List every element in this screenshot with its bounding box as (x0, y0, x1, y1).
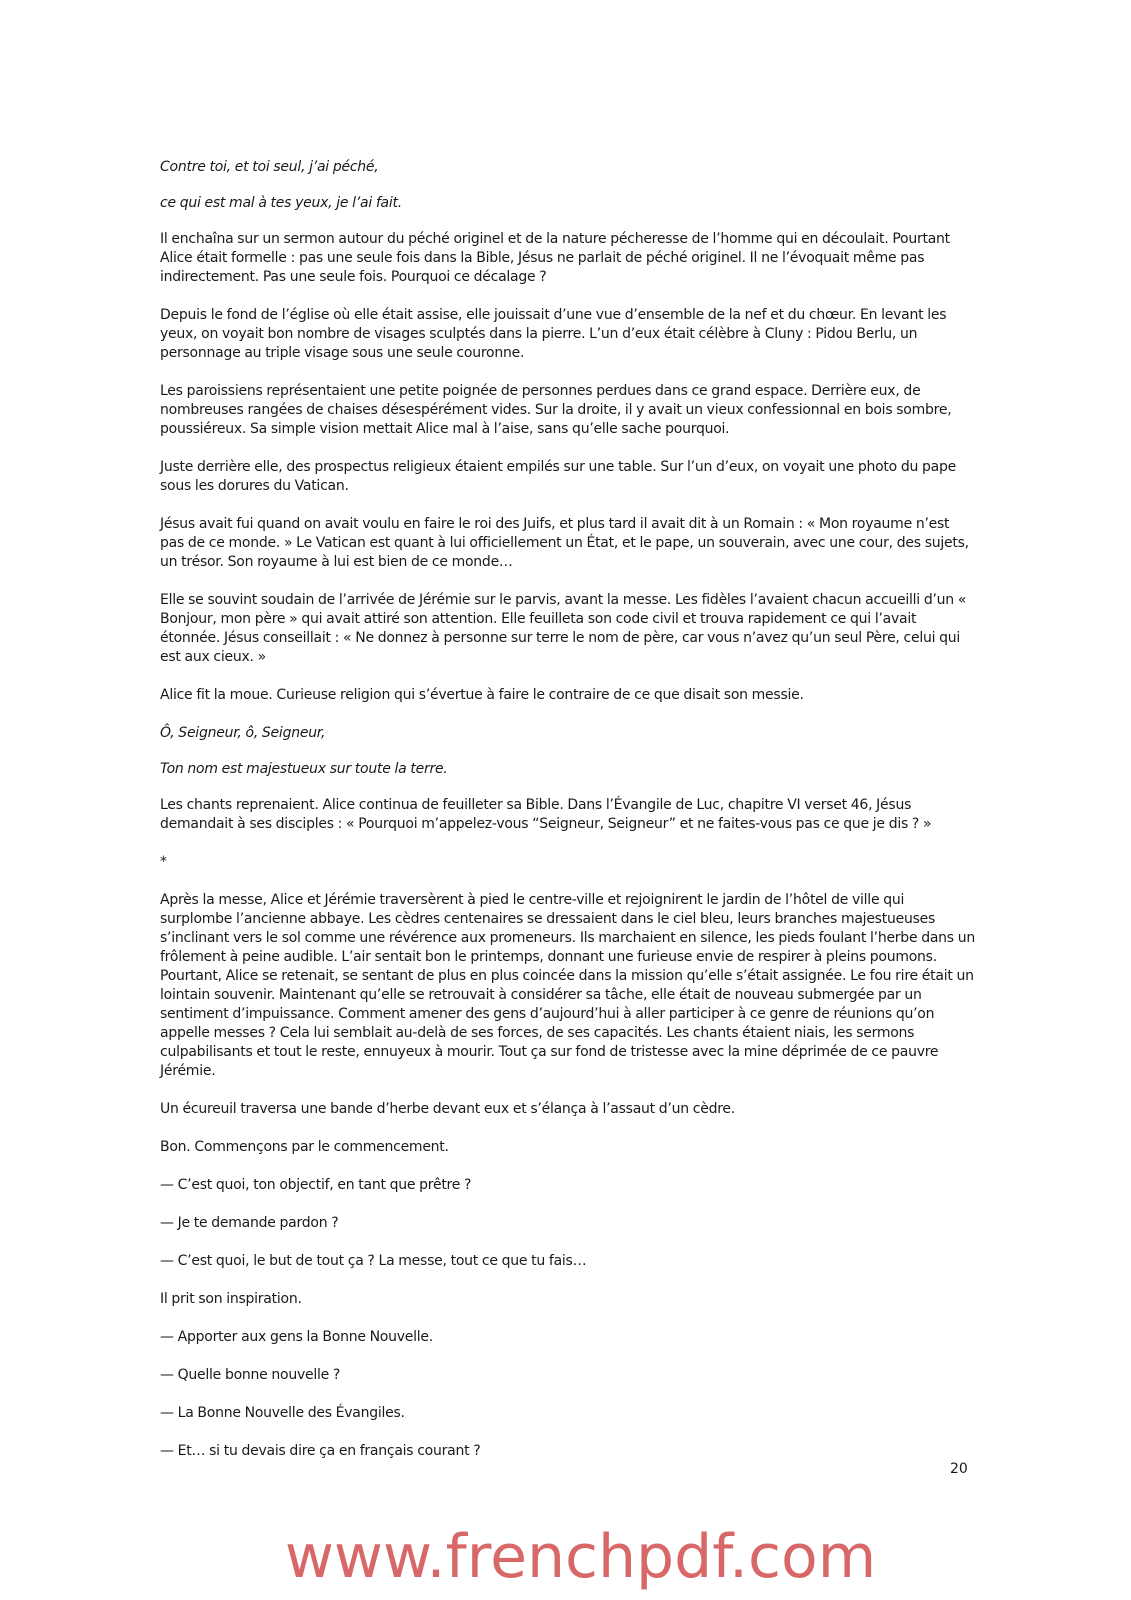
watermark-link[interactable]: www.frenchpdf.com (284, 1522, 877, 1592)
paragraph: — Je te demande pardon ? (160, 1215, 339, 1231)
paragraph: Juste derrière elle, des prospectus religieux étaient empilés sur une table. Sur l’un d’eux, on voyait une photo du pape sous les dorures du Vatican. (160, 459, 956, 494)
paragraph: Elle se souvint soudain de l’arrivée de Jérémie sur le parvis, avant la messe. Les fidèles l’avaient chacun accueilli d’un « Bonjour, mon père » qui avait attiré son attention. Elle feuilleta son code civil et trouva rapidement ce qui l’avait étonnée. Jésus conseillait : « Ne donnez à personne sur terre le nom de père, car vous n’avez qu’un seul Père, celui qui est aux cieux. » (160, 592, 967, 665)
page-number: 20 (950, 1461, 968, 1477)
verse-line: ce qui est mal à tes yeux, je l’ai fait. (160, 195, 402, 211)
paragraph: * (160, 854, 167, 870)
verse-line: Ô, Seigneur, ô, Seigneur, (160, 725, 326, 741)
paragraph: Un écureuil traversa une bande d’herbe devant eux et s’élança à l’assaut d’un cèdre. (160, 1101, 735, 1117)
document-body (160, 158, 975, 1480)
paragraph: Il enchaîna sur un sermon autour du péché originel et de la nature pécheresse de l’homme qui en découlait. Pourtant Alice était formelle : pas une seule fois dans la Bible, Jésus ne parlait de péché originel. Il ne l’évoquait même pas indirectement. Pas une seule fois. Pourquoi ce décalage ? (160, 231, 950, 285)
paragraph: Alice fit la moue. Curieuse religion qui s’évertue à faire le contraire de ce que disait son messie. (160, 687, 804, 703)
paragraph: — Apporter aux gens la Bonne Nouvelle. (160, 1329, 433, 1345)
paragraph: Jésus avait fui quand on avait voulu en faire le roi des Juifs, et plus tard il avait dit à un Romain : « Mon royaume n’est pas de ce monde. » Le Vatican est quant à lui officiellement un État, et le pape, un souverain, avec une cour, des sujets, un trésor. Son royaume à lui est bien de ce monde… (160, 516, 969, 570)
paragraph: Bon. Commençons par le commencement. (160, 1139, 449, 1155)
paragraph: — Quelle bonne nouvelle ? (160, 1367, 341, 1383)
paragraph: — La Bonne Nouvelle des Évangiles. (160, 1405, 405, 1421)
paragraph: — Et… si tu devais dire ça en français courant ? (160, 1443, 481, 1459)
verse-line: Ton nom est majestueux sur toute la terre. (160, 761, 448, 777)
verse-line: Contre toi, et toi seul, j’ai péché, (160, 159, 379, 175)
paragraph: — C’est quoi, le but de tout ça ? La messe, tout ce que tu fais… (160, 1253, 587, 1269)
paragraph: Il prit son inspiration. (160, 1291, 302, 1307)
paragraph: — C’est quoi, ton objectif, en tant que prêtre ? (160, 1177, 472, 1193)
paragraph: Après la messe, Alice et Jérémie traversèrent à pied le centre-ville et rejoignirent le jardin de l’hôtel de ville qui surplombe l’ancienne abbaye. Les cèdres centenaires se dressaient dans le ciel bleu, leurs branches majestueuses s’inclinant vers le sol comme une révérence aux promeneurs. Ils marchaient en silence, les pieds foulant l’herbe dans un frôlement à peine audible. L’air sentait bon le printemps, donnant une furieuse envie de respirer à pleins poumons. Pourtant, Alice se retenait, se sentant de plus en plus coincée dans la mission qu’elle s’était assignée. Le fou rire était un lointain souvenir. Maintenant qu’elle se retrouvait à considérer sa tâche, elle était de nouveau submergée par un sentiment d’impuissance. Comment amener des gens d’aujourd’hui à aller participer à ce genre de réunions qu’on appelle messes ? Cela lui semblait au-delà de ses forces, de ses capacités. Les chants étaient niais, les sermons culpabilisants et tout le reste, ennuyeux à mourir. Tout ça sur fond de tristesse avec la mine déprimée de ce pauvre Jérémie. (160, 892, 975, 1079)
paragraph: Les paroissiens représentaient une petite poignée de personnes perdues dans ce grand espace. Derrière eux, de nombreuses rangées de chaises désespérément vides. Sur la droite, il y avait un vieux confessionnal en bois sombre, poussiéreux. Sa simple vision mettait Alice mal à l’aise, sans qu’elle sache pourquoi. (160, 383, 952, 437)
paragraph: Les chants reprenaient. Alice continua de feuilleter sa Bible. Dans l’Évangile de Luc, chapitre VI verset 46, Jésus demandait à ses disciples : « Pourquoi m’appelez-vous “Seigneur, Seigneur” et ne faites-vous pas ce que je dis ? » (160, 797, 932, 832)
paragraph: Depuis le fond de l’église où elle était assise, elle jouissait d’une vue d’ensemble de la nef et du chœur. En levant les yeux, on voyait bon nombre de visages sculptés dans la pierre. L’un d’eux était célèbre à Cluny : Pidou Berlu, un personnage au triple visage sous une seule couronne. (160, 307, 947, 361)
